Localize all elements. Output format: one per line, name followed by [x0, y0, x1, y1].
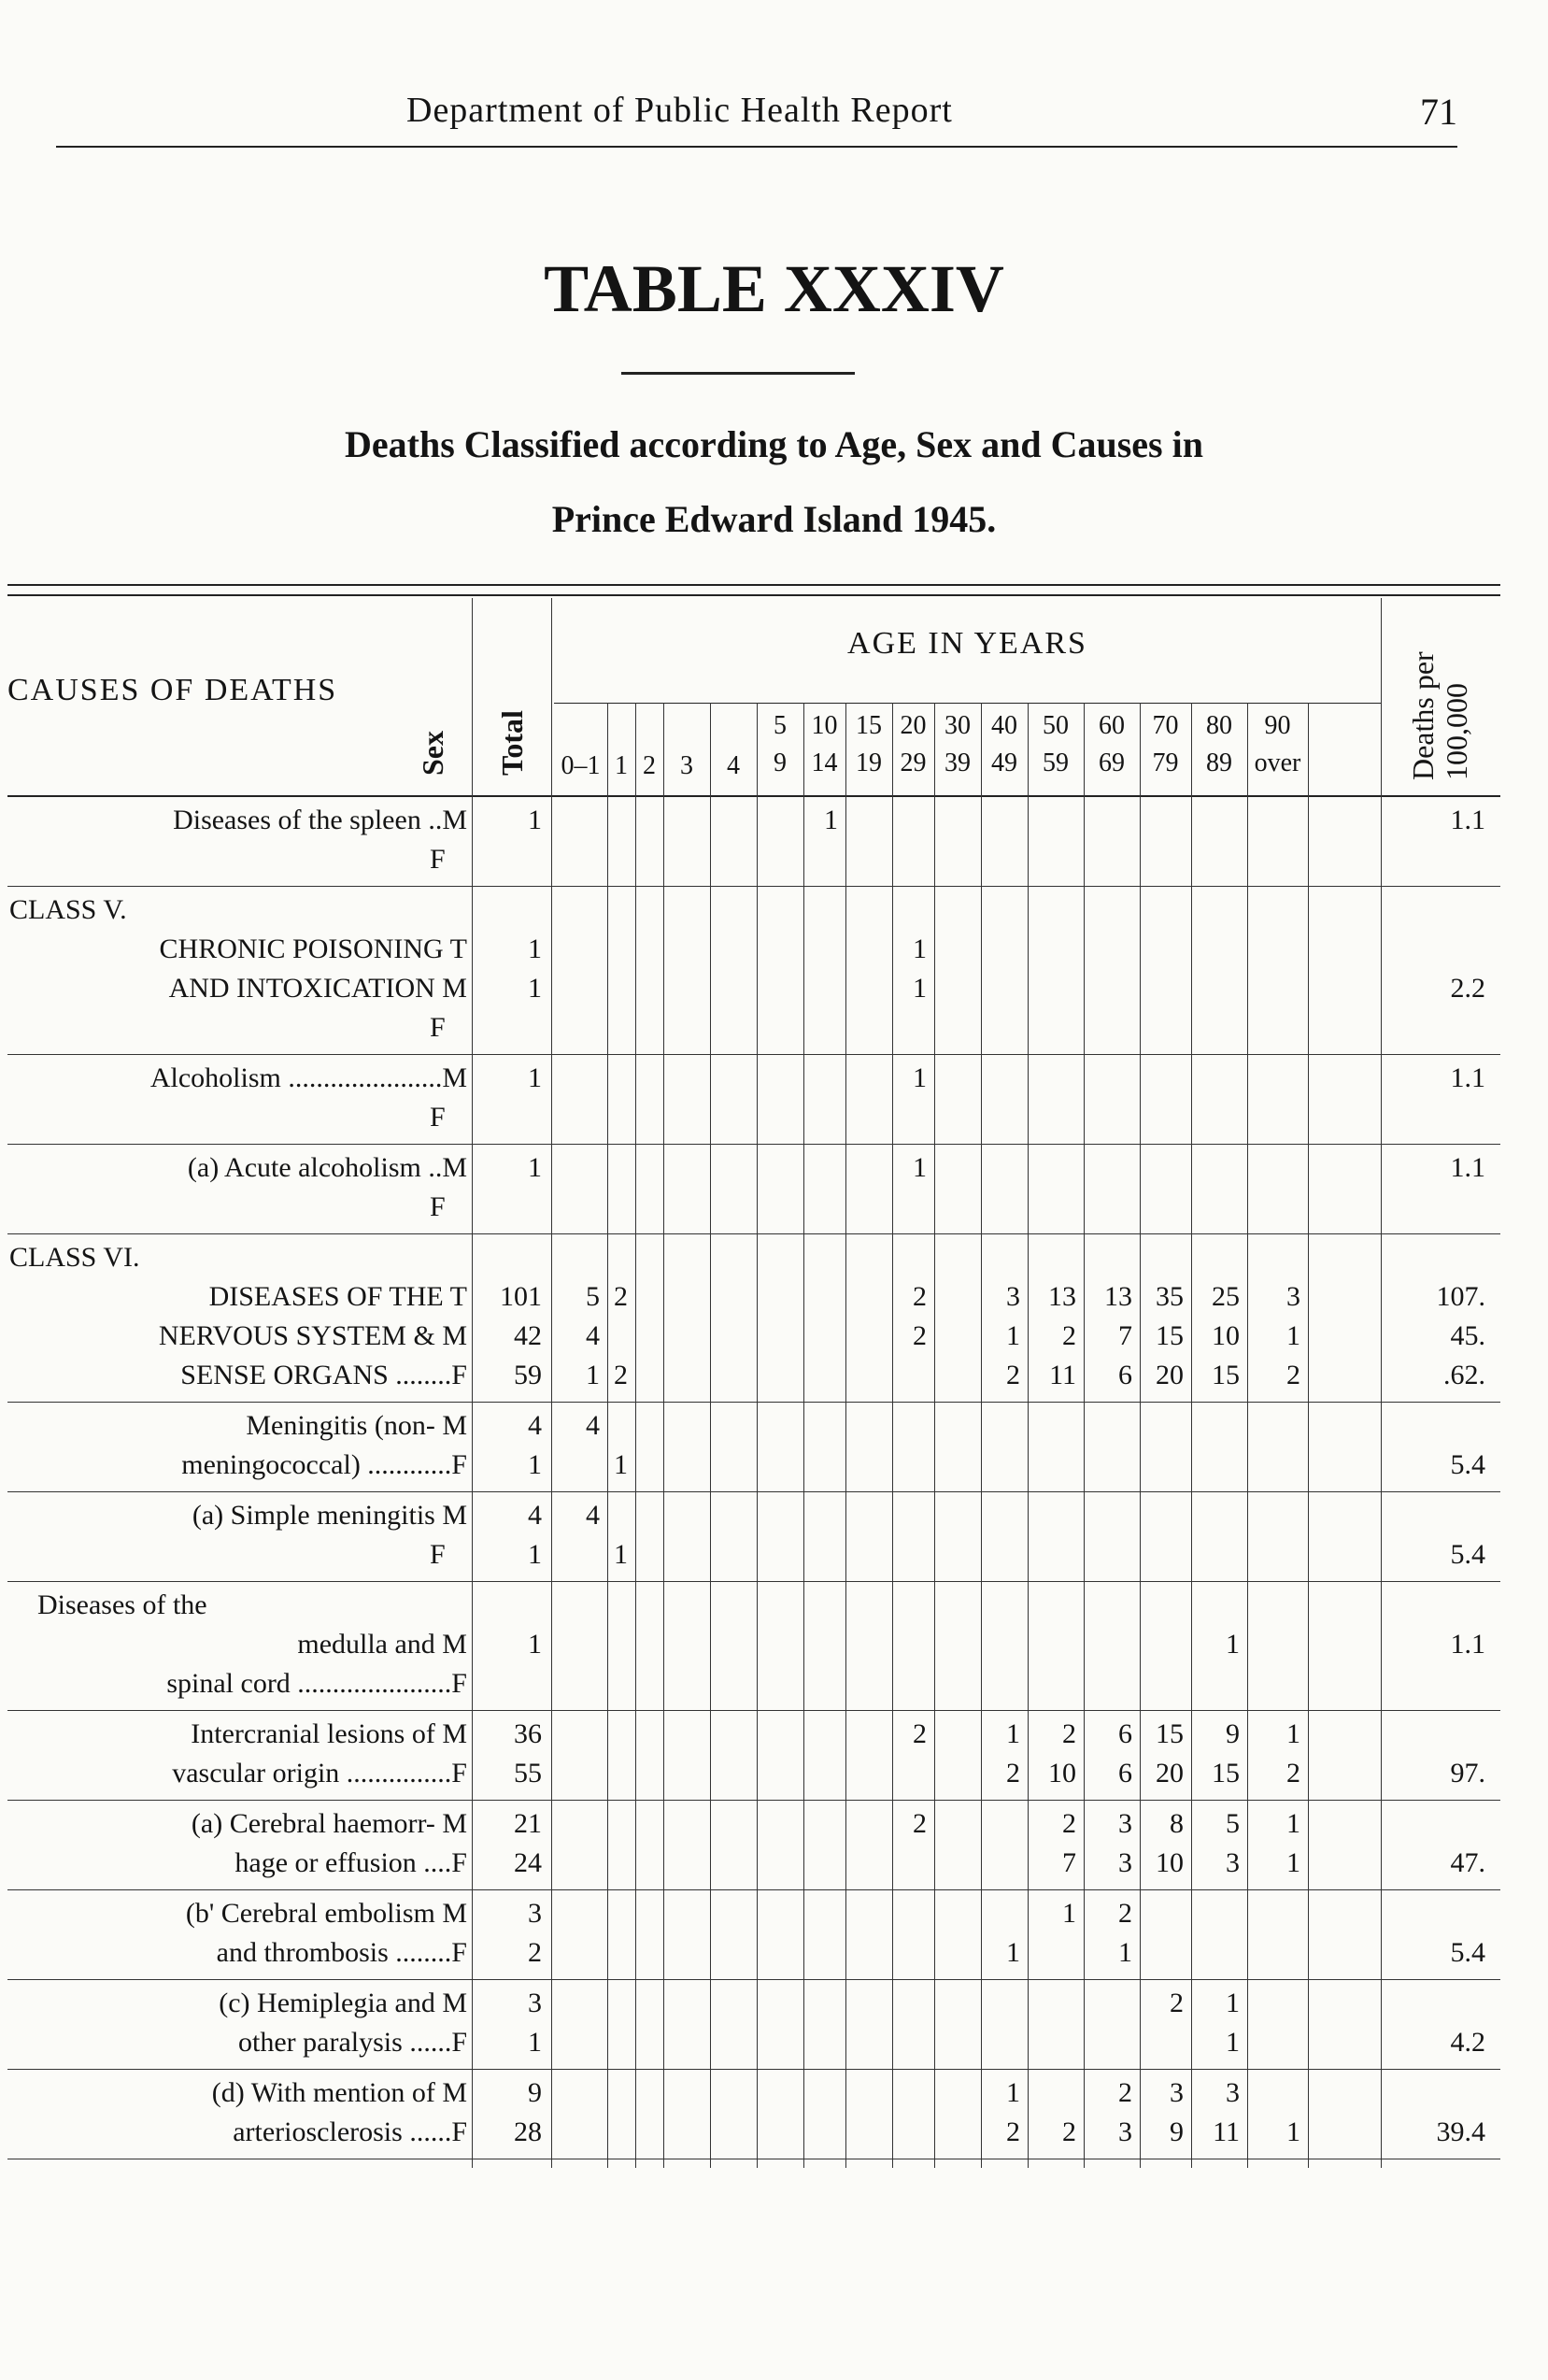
- age-cell: 11: [1049, 1360, 1076, 1390]
- age-label-line: 5: [774, 711, 787, 740]
- age-label-line: 79: [1152, 748, 1179, 777]
- age-cell: 2: [913, 1281, 927, 1312]
- age-label-line: 9: [774, 748, 787, 777]
- cause-label: (a) Cerebral haemorr- M: [191, 1808, 467, 1839]
- group-rule: [7, 2069, 1500, 2070]
- age-label-line: 39: [944, 748, 971, 777]
- total-cell: 1: [528, 1449, 542, 1480]
- cause-label: vascular origin ...............F: [172, 1758, 467, 1789]
- rate-cell: 1.1: [1450, 1152, 1485, 1183]
- age-cell: 20: [1156, 1360, 1184, 1390]
- age-label-line: 1: [615, 751, 628, 780]
- subtitle-line-1: Deaths Classified according to Age, Sex and Causes in: [345, 423, 1203, 465]
- age-cell: 5: [586, 1281, 600, 1312]
- group-rule: [7, 1800, 1500, 1801]
- age-cell: 2: [1062, 1320, 1076, 1351]
- age-cell: 2: [1062, 1718, 1076, 1749]
- rate-cell: 45.: [1450, 1320, 1485, 1351]
- age-cell: 3: [1118, 1808, 1132, 1839]
- total-cell: 1: [528, 933, 542, 964]
- total-cell: 1: [528, 1539, 542, 1570]
- age-cell: 1: [1286, 1847, 1300, 1878]
- total-cell: 3: [528, 1898, 542, 1929]
- total-cell: 36: [514, 1718, 542, 1749]
- cause-label: Intercranial lesions of M: [191, 1718, 467, 1749]
- total-cell: 1: [528, 2027, 542, 2058]
- cause-label: other paralysis ......F: [238, 2027, 467, 2058]
- age-cell: 7: [1118, 1320, 1132, 1351]
- age-cell: 11: [1213, 2116, 1240, 2147]
- rate-cell: 5.4: [1450, 1449, 1485, 1480]
- total-cell: 9: [528, 2077, 542, 2108]
- age-label-line: 10: [811, 711, 838, 740]
- age-cell: 2: [614, 1281, 628, 1312]
- cause-label: F: [430, 1012, 446, 1043]
- cause-label: SENSE ORGANS ........F: [180, 1360, 467, 1390]
- total-cell: 4: [528, 1410, 542, 1441]
- cause-label: (c) Hemiplegia and M: [219, 1988, 467, 2018]
- age-cell: 10: [1156, 1847, 1184, 1878]
- age-cell: 1: [1286, 2116, 1300, 2147]
- page-number: 71: [1420, 91, 1457, 133]
- subtitle-line-2: Prince Edward Island 1945.: [551, 498, 997, 540]
- age-cell: 25: [1212, 1281, 1240, 1312]
- age-cell: 6: [1118, 1758, 1132, 1789]
- age-cell: 2: [1170, 1988, 1184, 2018]
- age-cell: 1: [1006, 1718, 1020, 1749]
- age-cell: 2: [913, 1320, 927, 1351]
- total-cell: 101: [500, 1281, 542, 1312]
- age-cell: 1: [913, 973, 927, 1004]
- age-cell: 3: [1118, 1847, 1132, 1878]
- total-cell: 1: [528, 1152, 542, 1183]
- group-rule: [7, 1889, 1500, 1890]
- age-cell: 15: [1212, 1758, 1240, 1789]
- age-label-line: over: [1254, 748, 1301, 777]
- group-rule: [7, 1710, 1500, 1711]
- total-cell: 1: [528, 805, 542, 835]
- age-label-line: 50: [1043, 711, 1069, 740]
- group-rule: [7, 1054, 1500, 1055]
- total-cell: 1: [528, 973, 542, 1004]
- age-label-line: 70: [1152, 711, 1179, 740]
- cause-label: F: [430, 1539, 446, 1570]
- group-rule: [7, 1979, 1500, 1980]
- age-label-line: 60: [1099, 711, 1125, 740]
- age-cell: 1: [1118, 1937, 1132, 1968]
- age-cell: 2: [1006, 2116, 1020, 2147]
- age-cell: 1: [1286, 1808, 1300, 1839]
- cause-label: arteriosclerosis ......F: [233, 2116, 467, 2147]
- rate-cell: 39.4: [1436, 2116, 1485, 2147]
- age-cell: 1: [824, 805, 838, 835]
- age-cell: 15: [1156, 1718, 1184, 1749]
- age-label-line: 19: [856, 748, 882, 777]
- age-cell: 1: [1226, 2027, 1240, 2058]
- cause-label: CLASS VI.: [9, 1242, 140, 1273]
- cause-label: medulla and M: [297, 1629, 467, 1660]
- age-cell: 2: [1286, 1360, 1300, 1390]
- total-cell: 28: [514, 2116, 542, 2147]
- age-cell: 1: [1286, 1320, 1300, 1351]
- age-cell: 5: [1226, 1808, 1240, 1839]
- age-cell: 13: [1048, 1281, 1076, 1312]
- age-cell: 2: [1118, 2077, 1132, 2108]
- rate-cell: 4.2: [1450, 2027, 1485, 2058]
- cause-label: DISEASES OF THE T: [208, 1281, 467, 1312]
- running-title: Department of Public Health Report: [406, 91, 953, 130]
- age-cell: 4: [586, 1410, 600, 1441]
- rate-cell: 1.1: [1450, 1629, 1485, 1660]
- total-header: Total: [495, 710, 529, 776]
- age-label-line: 59: [1043, 748, 1069, 777]
- age-label-line: 40: [991, 711, 1017, 740]
- age-cell: 10: [1212, 1320, 1240, 1351]
- age-cell: 3: [1006, 1281, 1020, 1312]
- age-cell: 1: [614, 1449, 628, 1480]
- age-cell: 1: [1006, 2077, 1020, 2108]
- rate-cell: 97.: [1450, 1758, 1485, 1789]
- age-cell: 6: [1118, 1360, 1132, 1390]
- cause-label: Alcoholism ......................M: [149, 1062, 467, 1093]
- cause-label: Meningitis (non- M: [246, 1410, 467, 1441]
- cause-label: spinal cord ......................F: [166, 1668, 467, 1699]
- cause-label: Diseases of the: [37, 1589, 207, 1620]
- rate-cell: 1.1: [1450, 1062, 1485, 1093]
- rate-header: Deaths per 100,000: [1406, 651, 1473, 780]
- age-cell: 1: [913, 1062, 927, 1093]
- cause-label: Diseases of the spleen ..M: [173, 805, 467, 835]
- age-cell: 8: [1170, 1808, 1184, 1839]
- total-cell: 1: [528, 1062, 542, 1093]
- age-label-line: 49: [991, 748, 1017, 777]
- age-label-line: 80: [1206, 711, 1232, 740]
- group-rule: [7, 886, 1500, 887]
- age-cell: 3: [1170, 2077, 1184, 2108]
- total-cell: 2: [528, 1937, 542, 1968]
- rate-cell: 2.2: [1450, 973, 1485, 1004]
- cause-label: F: [430, 1102, 446, 1133]
- age-cell: 10: [1048, 1758, 1076, 1789]
- total-cell: 1: [528, 1629, 542, 1660]
- rate-cell: 107.: [1436, 1281, 1485, 1312]
- age-cell: 1: [1226, 1988, 1240, 2018]
- age-cell: 15: [1156, 1320, 1184, 1351]
- rate-cell: .62.: [1443, 1360, 1485, 1390]
- cause-label: hage or effusion ....F: [234, 1847, 467, 1878]
- age-cell: 15: [1212, 1360, 1240, 1390]
- age-label-line: 14: [811, 748, 838, 777]
- cause-label: (d) With mention of M: [211, 2077, 467, 2108]
- age-cell: 3: [1226, 2077, 1240, 2108]
- sex-header: Sex: [416, 731, 449, 776]
- age-cell: 1: [1006, 1937, 1020, 1968]
- cause-label: F: [430, 844, 446, 875]
- age-cell: 9: [1170, 2116, 1184, 2147]
- age-cell: 3: [1118, 2116, 1132, 2147]
- rate-cell: 1.1: [1450, 805, 1485, 835]
- age-cell: 2: [1062, 1808, 1076, 1839]
- age-label-line: 15: [856, 711, 882, 740]
- age-label-line: 89: [1206, 748, 1232, 777]
- age-cell: 20: [1156, 1758, 1184, 1789]
- age-cell: 1: [1006, 1320, 1020, 1351]
- group-rule: [7, 1402, 1500, 1403]
- table-title: TABLE XXXIV: [544, 251, 1004, 326]
- age-label-line: 4: [727, 751, 740, 780]
- age-cell: 2: [913, 1808, 927, 1839]
- total-cell: 3: [528, 1988, 542, 2018]
- cause-label: (a) Simple meningitis M: [192, 1500, 467, 1531]
- rate-cell: 5.4: [1450, 1937, 1485, 1968]
- cause-label: (a) Acute alcoholism ..M: [187, 1152, 467, 1183]
- cause-label: CHRONIC POISONING T: [159, 933, 467, 964]
- age-cell: 2: [1286, 1758, 1300, 1789]
- age-cell: 4: [586, 1500, 600, 1531]
- total-cell: 42: [514, 1320, 542, 1351]
- cause-label: F: [430, 1191, 446, 1222]
- age-cell: 1: [1286, 1718, 1300, 1749]
- rate-cell: 5.4: [1450, 1539, 1485, 1570]
- age-label-line: 0–1: [561, 751, 601, 780]
- age-cell: 1: [586, 1360, 600, 1390]
- total-cell: 59: [514, 1360, 542, 1390]
- total-cell: 55: [514, 1758, 542, 1789]
- age-cell: 1: [1062, 1898, 1076, 1929]
- group-rule: [7, 1581, 1500, 1582]
- age-cell: 1: [913, 1152, 927, 1183]
- age-cell: 3: [1226, 1847, 1240, 1878]
- age-cell: 2: [1006, 1758, 1020, 1789]
- causes-header: CAUSES OF DEATHS: [7, 673, 338, 707]
- age-label-line: 29: [900, 748, 927, 777]
- age-cell: 35: [1156, 1281, 1184, 1312]
- cause-label: and thrombosis ........F: [216, 1937, 467, 1968]
- age-cell: 2: [1062, 2116, 1076, 2147]
- rate-cell: 47.: [1450, 1847, 1485, 1878]
- age-cell: 2: [1006, 1360, 1020, 1390]
- age-label-line: 3: [680, 751, 693, 780]
- age-cell: 2: [913, 1718, 927, 1749]
- age-label-line: 30: [944, 711, 971, 740]
- group-rule: [7, 1144, 1500, 1145]
- age-cell: 9: [1226, 1718, 1240, 1749]
- age-cell: 1: [614, 1539, 628, 1570]
- age-cell: 3: [1286, 1281, 1300, 1312]
- group-rule: [7, 1233, 1500, 1234]
- total-cell: 21: [514, 1808, 542, 1839]
- total-cell: 4: [528, 1500, 542, 1531]
- cause-label: meningococcal) ............F: [181, 1449, 467, 1480]
- age-cell: 13: [1104, 1281, 1132, 1312]
- cause-label: NERVOUS SYSTEM & M: [158, 1320, 467, 1351]
- age-cell: 1: [1226, 1629, 1240, 1660]
- age-label-line: 2: [643, 751, 656, 780]
- cause-label: CLASS V.: [9, 894, 127, 925]
- age-cell: 7: [1062, 1847, 1076, 1878]
- age-label-line: 90: [1264, 711, 1291, 740]
- age-cell: 2: [1118, 1898, 1132, 1929]
- group-rule: [7, 1491, 1500, 1492]
- age-label-line: 20: [900, 711, 927, 740]
- age-cell: 4: [586, 1320, 600, 1351]
- cause-label: AND INTOXICATION M: [168, 973, 467, 1004]
- age-cell: 6: [1118, 1718, 1132, 1749]
- age-label-line: 69: [1099, 748, 1125, 777]
- total-cell: 24: [514, 1847, 542, 1878]
- age-cell: 2: [614, 1360, 628, 1390]
- age-in-years-header: AGE IN YEARS: [847, 626, 1087, 661]
- age-cell: 1: [913, 933, 927, 964]
- cause-label: (b' Cerebral embolism M: [185, 1898, 467, 1929]
